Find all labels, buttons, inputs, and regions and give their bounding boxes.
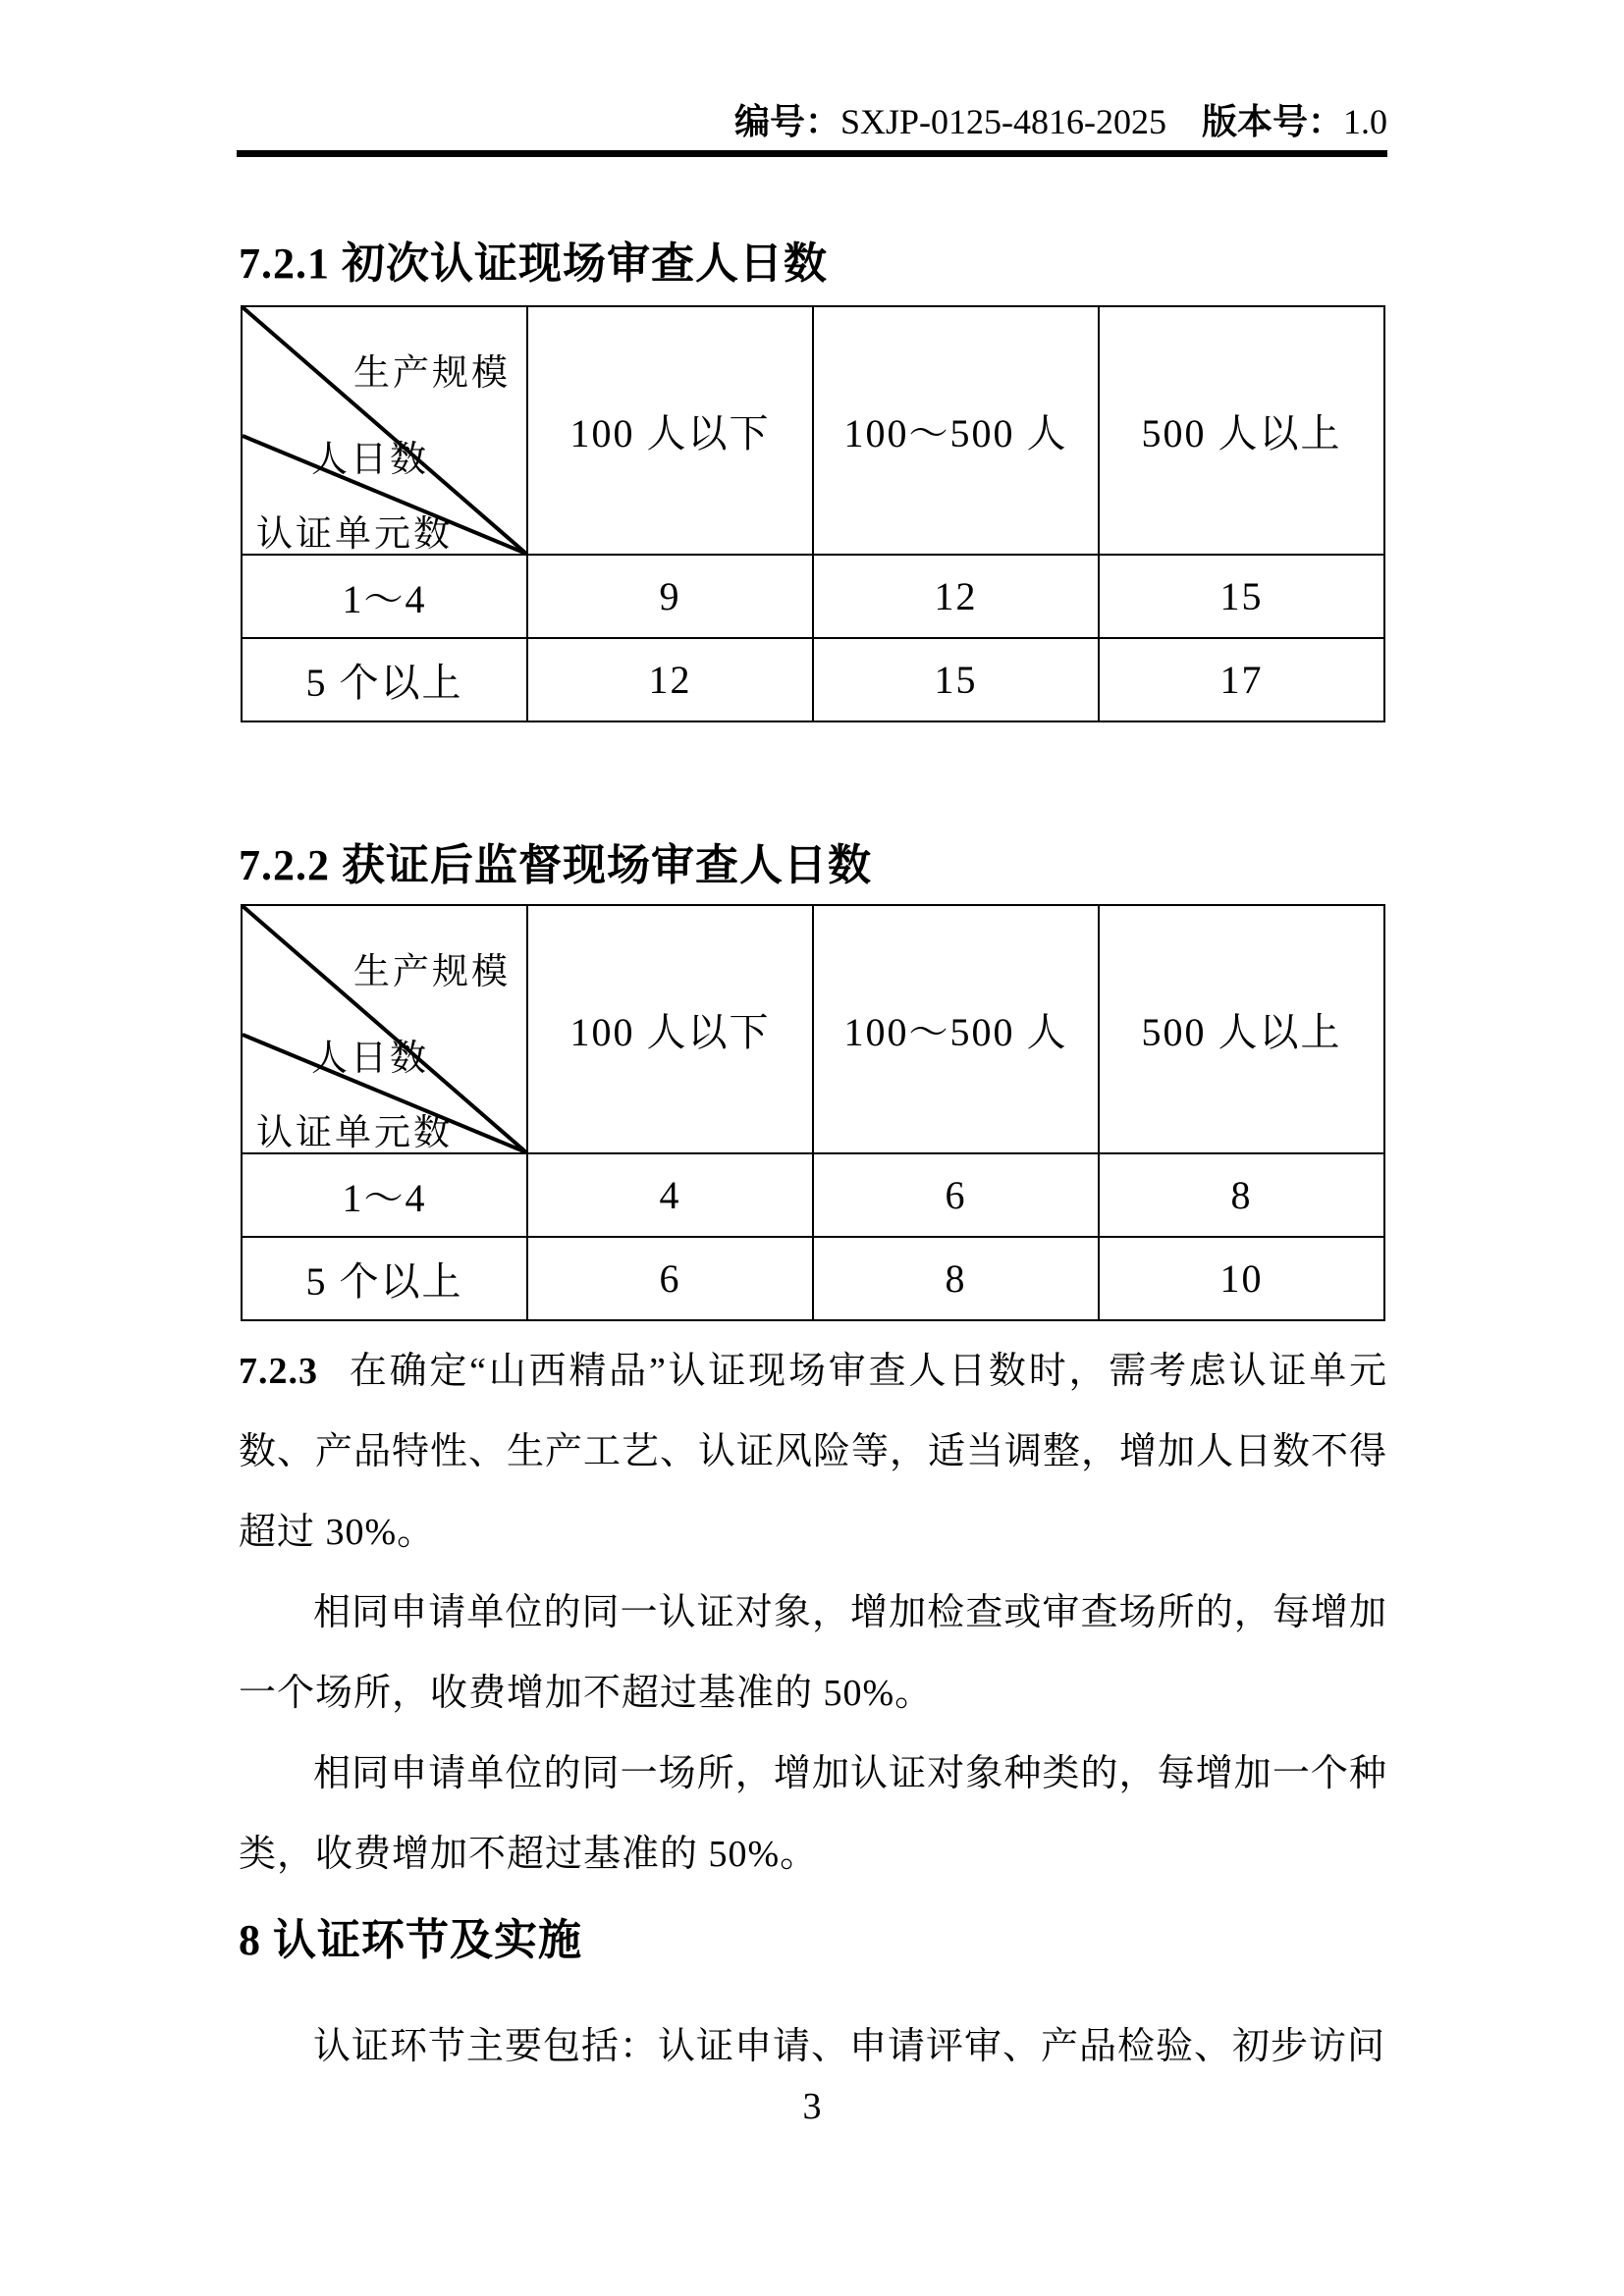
corner-cell — [242, 905, 527, 1153]
doc-version-value: 1.0 — [1343, 102, 1387, 141]
table-row — [242, 555, 1384, 638]
section-heading-722: 7.2.2 获证后监督现场审查人日数 — [239, 841, 872, 889]
value-cell: 12 — [813, 555, 1099, 638]
value-cell: 15 — [813, 638, 1099, 721]
value-cell: 12 — [527, 638, 813, 721]
corner-cell-content — [243, 307, 526, 554]
page-number: 3 — [802, 2086, 822, 2127]
page-header — [239, 94, 1387, 144]
paragraph-certification-steps: 认证环节主要包括：认证申请、申请评审、产品检验、初步访问 — [313, 2026, 1386, 2067]
value-cell: 15 — [1099, 555, 1384, 638]
table-header-row — [242, 306, 1384, 555]
table-row — [242, 638, 1384, 721]
value-cell: 9 — [527, 555, 813, 638]
corner-label-cert-units: 认证单元数 — [256, 1113, 453, 1152]
paragraph-723-number: 7.2.3 — [239, 1351, 318, 1392]
value-cell: 8 — [1099, 1153, 1384, 1237]
value-cell: 6 — [813, 1153, 1099, 1237]
value-cell: 8 — [813, 1237, 1099, 1320]
corner-cell — [242, 306, 527, 555]
table-header-row — [242, 905, 1384, 1153]
doc-code-value: SXJP-0125-4816-2025 — [839, 102, 1166, 141]
column-header-cell: 500 人以上 — [1099, 905, 1384, 1153]
row-label-cell: 1～4 — [242, 1153, 527, 1237]
value-cell: 10 — [1099, 1237, 1384, 1320]
column-header-cell: 500 人以上 — [1099, 306, 1384, 555]
corner-label-cert-units: 认证单元数 — [256, 514, 453, 554]
value-cell: 6 — [527, 1237, 813, 1320]
corner-label-production-scale: 生产规模 — [353, 353, 511, 394]
paragraph-723-text: 在确定“山西精品”认证现场审查人日数时，需考虑认证单元数、产品特性、生产工艺、认证风险等，适当调整，增加人日数不得超过 30%。 — [239, 1351, 1388, 1553]
row-label-cell: 1～4 — [242, 555, 527, 638]
corner-label-mandays: 人日数 — [311, 1039, 429, 1079]
corner-label-production-scale: 生产规模 — [353, 952, 511, 992]
surveillance-audit-manday-table — [241, 904, 1385, 1321]
section-heading-8: 8 认证环节及实施 — [239, 1916, 582, 1964]
row-label-cell: 5 个以上 — [242, 638, 527, 721]
table-row — [242, 1237, 1384, 1320]
paragraph-723 — [239, 1331, 1387, 1573]
value-cell: 17 — [1099, 638, 1384, 721]
column-header-cell: 100 人以下 — [527, 306, 813, 555]
table-row — [242, 1153, 1384, 1237]
corner-cell-content — [243, 906, 526, 1152]
column-header-cell: 100～500 人 — [813, 306, 1099, 555]
column-header-cell: 100～500 人 — [813, 905, 1099, 1153]
paragraph-additional-category: 相同申请单位的同一场所，增加认证对象种类的，每增加一个种类，收费增加不超过基准的 50%。 — [239, 1753, 1387, 1875]
corner-label-mandays: 人日数 — [311, 440, 429, 480]
initial-audit-manday-table — [241, 305, 1385, 722]
column-header-cell: 100 人以下 — [527, 905, 813, 1153]
paragraph-additional-site: 相同申请单位的同一认证对象，增加检查或审查场所的，每增加一个场所，收费增加不超过基准的 50%。 — [239, 1592, 1387, 1714]
value-cell: 4 — [527, 1153, 813, 1237]
doc-code-label: 编号： — [733, 102, 840, 141]
doc-version-label: 版本号： — [1201, 102, 1343, 141]
header-rule-divider — [237, 150, 1387, 157]
section-heading-721: 7.2.1 初次认证现场审查人日数 — [239, 240, 828, 288]
row-label-cell: 5 个以上 — [242, 1237, 527, 1320]
